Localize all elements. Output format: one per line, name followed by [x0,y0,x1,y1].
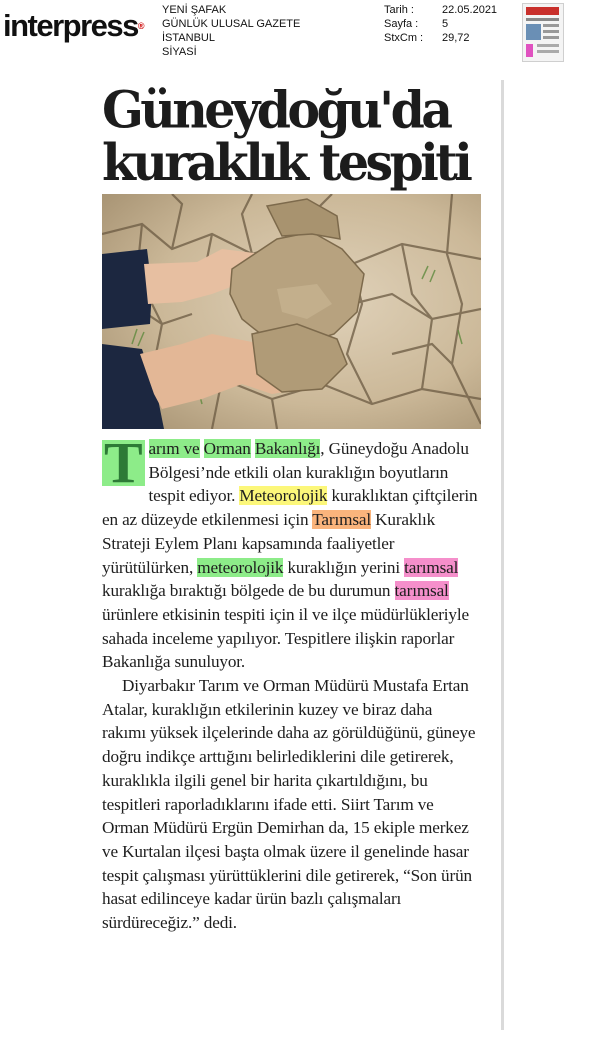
highlight-green: Orman [203,439,251,458]
text-segment: kuraklığa bıraktığı bölgede de bu durumun [102,581,395,601]
publication-info [162,3,300,59]
headline [102,79,500,193]
publication-city: İSTANBUL [162,32,215,44]
text-segment: kuraklığın yerini [283,557,405,577]
paragraph-1 [102,430,480,674]
highlight-pink: tarımsal [394,581,449,601]
column-divider [501,80,504,1030]
stxcm-label: StxCm : [384,32,424,44]
interpress-logo [3,8,145,44]
registered-mark: ® [137,21,145,31]
highlight-orange: Tarımsal [312,510,371,530]
headline-line-1: Güneydoğu'da [102,79,450,140]
highlight-green: Bakanlığı [254,439,321,458]
highlight-green: arım ve [148,439,200,458]
highlight-green: meteorolojik [197,557,284,577]
cracked-soil-photo [102,194,481,429]
date-value: 22.05.2021 [442,4,498,16]
paragraph-2: Diyarbakır Tarım ve Orman Müdürü Mustafa Ertan Atalar, kuraklığın etkilerinin kuzey ve biraz daha rakımı yüksek ilçelerinde daha az görüldüğünü, güneye doğru indikçe arttığını belirlediklerini dile getirerek, kuraklıkla ilgili genel bir harita çıkartıldığını, bu tespitleri raporladıklarını ifade etti. Siirt Tarım ve Orman Müdürü Ergün Demirhan da, 15 ekiple merkez ve Kurtalan ilçesi başta olmak üzere il genelinde hasar tespit çalışması yürüttüklerini dile getirerek, “Son ürün hasat edilinceye kadar ürün bazlı çalışmaları sürdüreceğiz.” dedi. [102,676,476,933]
article-body [102,430,480,935]
publication-name: YENİ ŞAFAK [162,4,227,16]
stxcm-value: 29,72 [442,32,470,44]
drop-cap: T [104,430,143,495]
publication-category: SİYASİ [162,46,197,58]
publication-type: GÜNLÜK ULUSAL GAZETE [162,18,301,30]
meta-values [442,3,497,45]
text-segment: , Güneydoğu Anadolu Bölgesi’nde etkili olan kuraklığın boyutların tespit ediyor. [148,439,469,506]
text-segment: kuraklıktan çiftçilerin en az düzeyde etkilenmesi için [102,486,478,530]
text-segment: Kuraklık Strateji Eylem Planı kapsamında faaliyetler yürütülürken, [102,510,436,577]
text-segment: ürünlere etkisinin tespiti için il ve ilçe müdürlükleriyle sahada inceleme yapılıyor. Tespitlere ilişkin raporlar Bakanlığa sunuluyor. [102,604,469,672]
headline-line-2: kuraklık tespiti [102,132,470,193]
date-label: Tarih : [384,4,414,16]
highlight-yellow: Meteorolojik [239,486,328,506]
page-thumbnail[interactable] [522,3,564,62]
logo-text: interpress [3,8,138,43]
page-value: 5 [442,18,449,30]
highlight-pink: tarımsal [404,557,459,577]
meta-labels [384,3,423,45]
page-label: Sayfa : [384,18,419,30]
